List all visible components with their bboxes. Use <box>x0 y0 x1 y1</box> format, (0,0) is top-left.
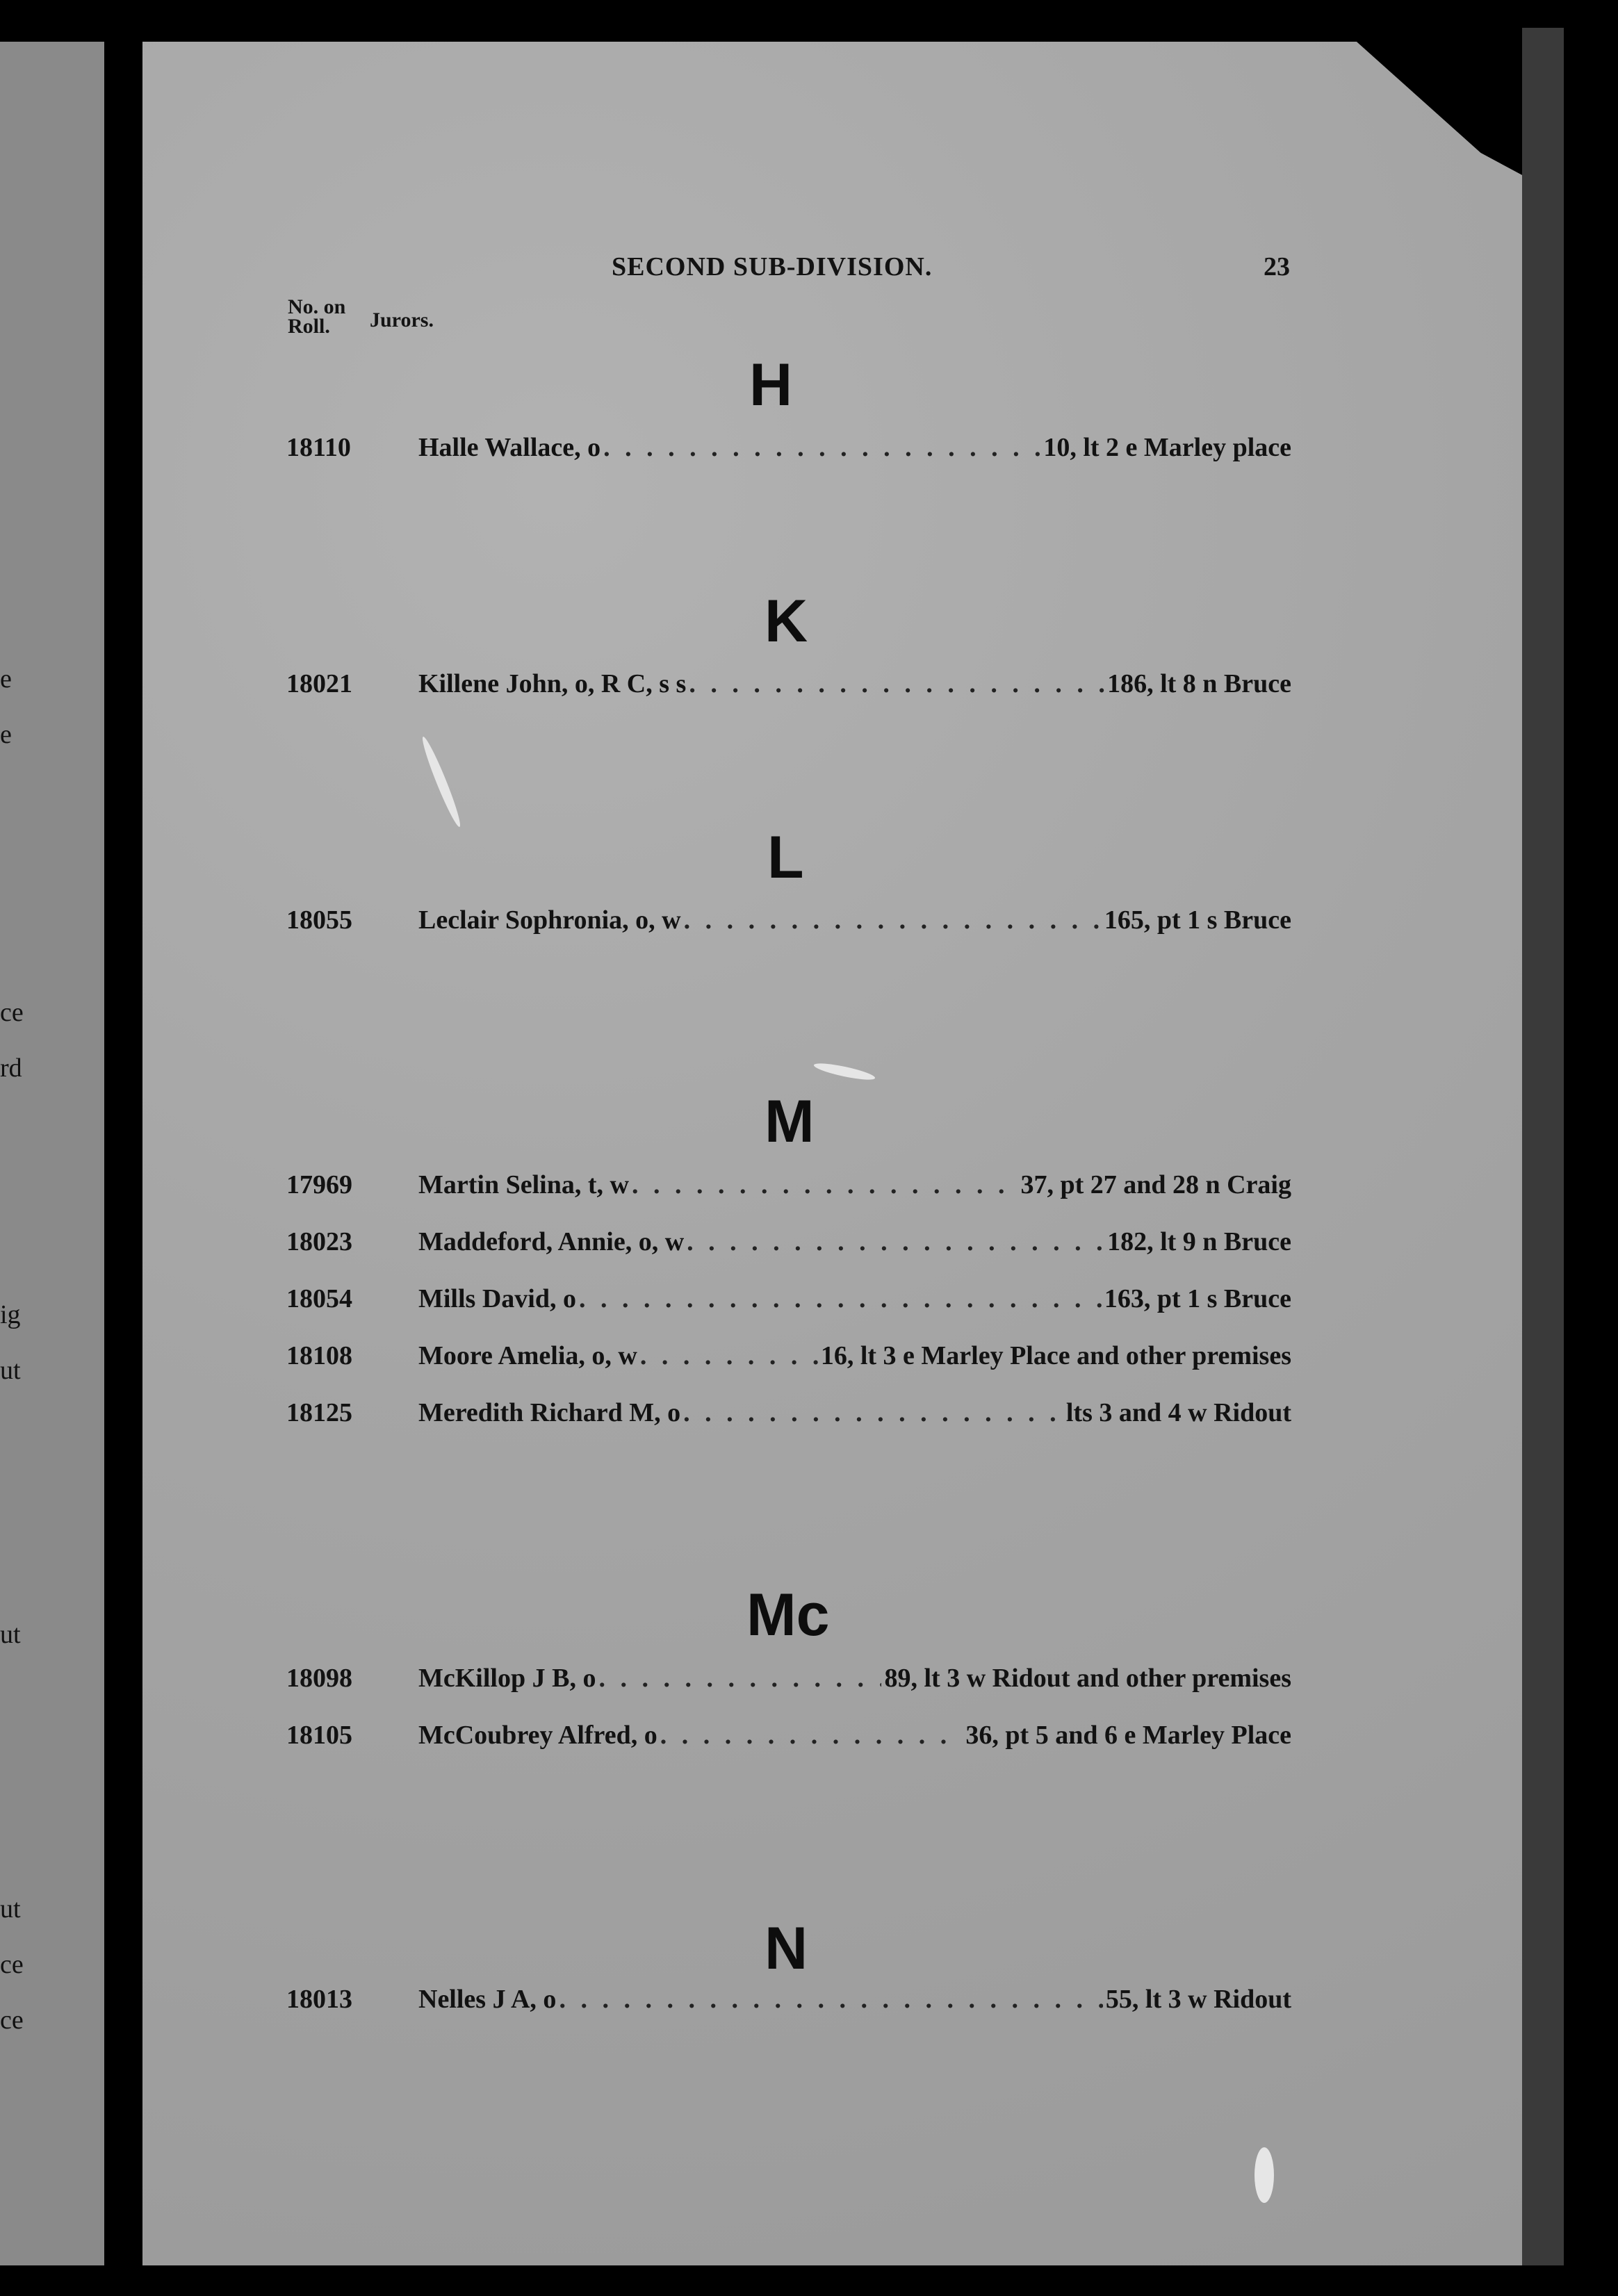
section-letter: L <box>767 824 804 891</box>
roll-number: 18108 <box>286 1341 352 1370</box>
left-fragment: rd <box>0 1053 22 1083</box>
dot-leader <box>603 432 1040 463</box>
roll-number: 18105 <box>286 1721 352 1750</box>
section-letter: H <box>749 352 793 418</box>
dot-leader <box>684 905 1102 935</box>
roll-number: 18023 <box>286 1227 352 1256</box>
dot-leader <box>579 1284 1102 1314</box>
column-header-number-line2: Roll. <box>288 315 330 338</box>
juror-row <box>286 1663 1291 1698</box>
roll-number: 17969 <box>286 1170 352 1199</box>
scan-blemish <box>1255 2147 1274 2203</box>
juror-location: 37, pt 27 and 28 n Craig <box>1020 1170 1291 1199</box>
juror-row <box>286 1340 1291 1375</box>
juror-name: Nelles J A, o <box>418 1985 557 2014</box>
section-letter: N <box>765 1915 808 1982</box>
juror-row <box>286 1284 1291 1318</box>
column-header-jurors: Jurors. <box>370 309 434 331</box>
juror-location: 165, pt 1 s Bruce <box>1104 905 1291 935</box>
roll-number: 18055 <box>286 905 352 935</box>
section-letter: M <box>765 1088 815 1155</box>
roll-number: 18098 <box>286 1664 352 1693</box>
juror-name: McCoubrey Alfred, o <box>418 1721 657 1750</box>
juror-name: Maddeford, Annie, o, w <box>418 1227 685 1256</box>
page-edge-shadow <box>1522 28 1564 2265</box>
juror-name: Mills David, o <box>418 1284 576 1313</box>
page-paper <box>142 42 1522 2265</box>
juror-name: Leclair Sophronia, o, w <box>418 905 681 935</box>
dot-leader <box>683 1397 1063 1428</box>
dot-leader <box>689 669 1104 699</box>
roll-number: 18054 <box>286 1284 352 1313</box>
left-fragment: ce <box>0 2006 24 2035</box>
juror-location: 55, lt 3 w Ridout <box>1105 1985 1291 2014</box>
juror-name: Halle Wallace, o <box>418 433 601 462</box>
left-fragment: ce <box>0 1950 24 1979</box>
juror-location: 10, lt 2 e Marley place <box>1043 433 1291 462</box>
juror-location: lts 3 and 4 w Ridout <box>1065 1398 1291 1427</box>
dot-leader <box>640 1340 818 1371</box>
left-fragment: ut <box>0 1356 21 1385</box>
juror-name: Killene John, o, R C, s s <box>418 669 687 698</box>
left-fragment: e <box>0 720 12 749</box>
juror-row <box>286 905 1291 940</box>
dot-leader <box>687 1227 1104 1257</box>
dot-leader <box>598 1663 881 1694</box>
left-page-edge <box>0 42 104 2265</box>
juror-name: Moore Amelia, o, w <box>418 1341 637 1370</box>
juror-name: McKillop J B, o <box>418 1664 596 1693</box>
section-letter: K <box>765 588 808 655</box>
column-header-number <box>288 297 345 336</box>
roll-number: 18013 <box>286 1985 352 2014</box>
juror-location: 16, lt 3 e Marley Place and other premises <box>820 1341 1291 1370</box>
juror-location: 89, lt 3 w Ridout and other premises <box>884 1664 1291 1693</box>
juror-name: Martin Selina, t, w <box>418 1170 629 1199</box>
dot-leader <box>559 1984 1102 2015</box>
juror-location: 163, pt 1 s Bruce <box>1104 1284 1291 1313</box>
left-fragment: e <box>0 664 12 694</box>
juror-name: Meredith Richard M, o <box>418 1398 681 1427</box>
juror-row <box>286 669 1291 703</box>
juror-location: 182, lt 9 n Bruce <box>1107 1227 1291 1256</box>
juror-row <box>286 1227 1291 1261</box>
juror-row <box>286 1170 1291 1204</box>
juror-location: 186, lt 8 n Bruce <box>1107 669 1291 698</box>
juror-location: 36, pt 5 and 6 e Marley Place <box>965 1721 1291 1750</box>
left-fragment: ut <box>0 1620 21 1649</box>
juror-row <box>286 1720 1291 1755</box>
roll-number: 18125 <box>286 1398 352 1427</box>
juror-row <box>286 1397 1291 1432</box>
section-letter: Mc <box>746 1582 830 1648</box>
left-fragment: ut <box>0 1894 21 1924</box>
dot-leader <box>660 1720 963 1750</box>
roll-number: 18110 <box>286 433 351 462</box>
juror-row <box>286 1984 1291 2019</box>
left-fragment: ce <box>0 998 24 1027</box>
page-number: 23 <box>1264 252 1290 281</box>
dot-leader <box>632 1170 1018 1200</box>
juror-row <box>286 432 1291 467</box>
left-fragment: ig <box>0 1300 21 1329</box>
column-header-number-line1: No. on <box>288 295 346 318</box>
roll-number: 18021 <box>286 669 352 698</box>
page-title: SECOND SUB-DIVISION. <box>612 252 933 281</box>
